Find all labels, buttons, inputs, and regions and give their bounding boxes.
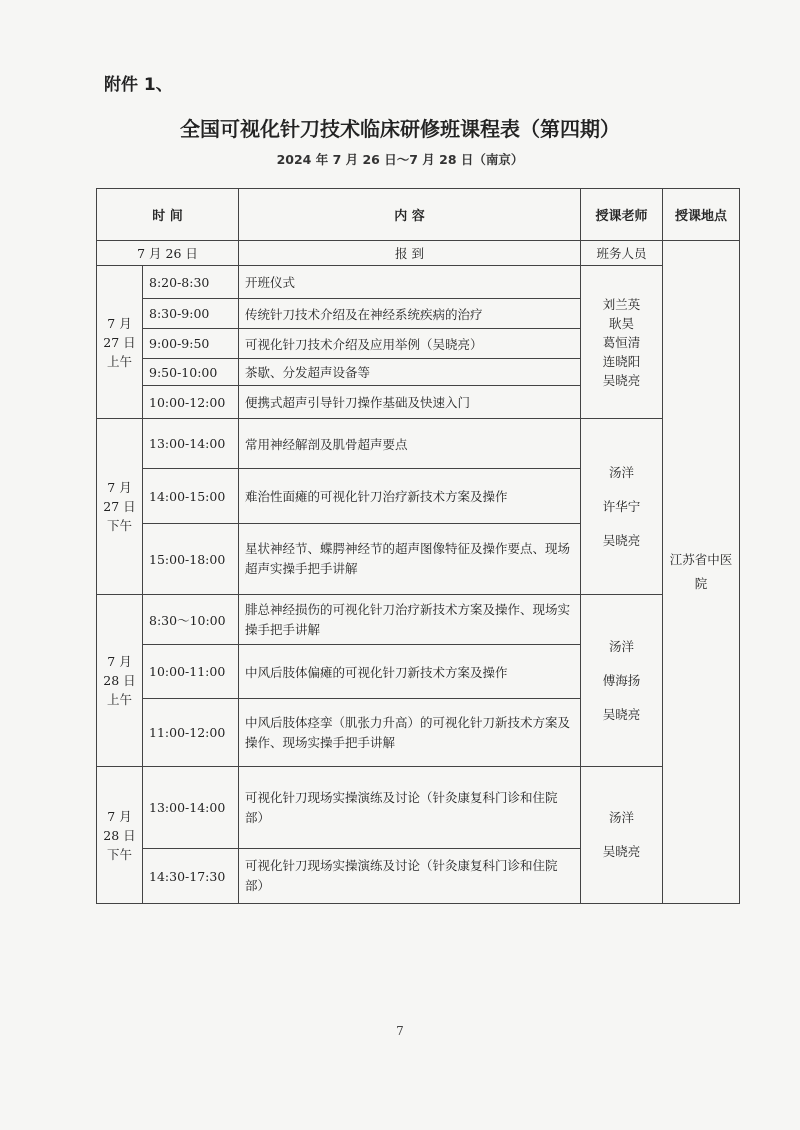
teachers-cell xyxy=(581,595,663,767)
header-time: 时 间 xyxy=(97,189,239,241)
teachers-cell xyxy=(581,419,663,595)
teacher-name: 刘兰英 xyxy=(602,296,641,312)
teacher-name: 吴晓亮 xyxy=(602,844,641,859)
period-line: 7 月 xyxy=(107,315,132,331)
session-time: 8:30-9:00 xyxy=(143,299,239,329)
session-time: 14:30-17:30 xyxy=(143,849,239,904)
teacher-name: 许华宁 xyxy=(602,498,641,514)
document-title: 全国可视化针刀技术临床研修班课程表（第四期） xyxy=(180,117,620,141)
period-cell xyxy=(97,595,143,767)
period-line: 下午 xyxy=(106,518,132,533)
period-line: 28 日 xyxy=(103,673,136,688)
session-time: 8:20-8:30 xyxy=(143,266,239,299)
session-content: 常用神经解剖及肌骨超声要点 xyxy=(239,419,581,469)
session-time: 15:00-18:00 xyxy=(143,524,239,595)
teacher-name: 连晓阳 xyxy=(602,353,641,369)
period-line: 7 月 xyxy=(107,808,132,824)
period-line: 上午 xyxy=(106,692,132,707)
page-number: 7 xyxy=(396,1024,404,1038)
period-cell xyxy=(97,266,143,419)
registration-content: 报 到 xyxy=(239,241,581,266)
period-line: 28 日 xyxy=(103,827,136,843)
session-time: 11:00-12:00 xyxy=(143,699,239,767)
session-time: 9:50-10:00 xyxy=(143,359,239,386)
teacher-name: 汤洋 xyxy=(608,464,634,480)
session-time: 8:30～10:00 xyxy=(143,595,239,645)
teacher-name: 汤洋 xyxy=(608,638,634,654)
session-content: 可视化针刀现场实操演练及讨论（针灸康复科门诊和住院部） xyxy=(239,767,581,849)
table-row xyxy=(97,767,740,849)
session-content: 中风后肢体痉挛（肌张力升高）的可视化针刀新技术方案及操作、现场实操手把手讲解 xyxy=(239,699,581,767)
period-cell xyxy=(97,419,143,595)
header-location: 授课地点 xyxy=(663,189,740,241)
session-content: 传统针刀技术介绍及在神经系统疾病的治疗 xyxy=(239,299,581,329)
teacher-name: 葛恒清 xyxy=(602,334,641,350)
session-content: 可视化针刀技术介绍及应用举例（吴晓亮） xyxy=(239,329,581,359)
document-subtitle: 2024 年 7 月 26 日～7 月 28 日（南京） xyxy=(276,152,524,167)
teachers-cell xyxy=(581,767,663,904)
table-header-row xyxy=(97,189,740,241)
session-content: 可视化针刀现场实操演练及讨论（针灸康复科门诊和住院部） xyxy=(239,849,581,904)
teacher-name: 汤洋 xyxy=(608,810,634,825)
schedule-table xyxy=(96,188,740,904)
teacher-name: 吴晓亮 xyxy=(602,372,641,388)
period-line: 7 月 xyxy=(107,480,132,495)
period-cell xyxy=(97,767,143,904)
session-time: 10:00-11:00 xyxy=(143,645,239,699)
session-content: 便携式超声引导针刀操作基础及快速入门 xyxy=(239,386,581,419)
teacher-name: 吴晓亮 xyxy=(602,532,641,548)
session-time: 9:00-9:50 xyxy=(143,329,239,359)
period-line: 上午 xyxy=(106,353,132,369)
period-line: 7 月 xyxy=(107,654,132,669)
table-row xyxy=(97,595,740,645)
period-line: 27 日 xyxy=(103,334,136,350)
header-content: 内 容 xyxy=(239,189,581,241)
session-time: 13:00-14:00 xyxy=(143,419,239,469)
table-row xyxy=(97,419,740,469)
period-line: 下午 xyxy=(106,846,132,862)
session-content: 难治性面瘫的可视化针刀治疗新技术方案及操作 xyxy=(239,469,581,524)
teachers-cell xyxy=(581,266,663,419)
location-cell xyxy=(663,241,740,904)
teacher-name: 耿昊 xyxy=(608,315,634,331)
header-teacher: 授课老师 xyxy=(581,189,663,241)
location-text: 江苏省中医院 xyxy=(669,552,733,591)
registration-date: 7 月 26 日 xyxy=(97,241,239,266)
session-time: 14:00-15:00 xyxy=(143,469,239,524)
session-time: 10:00-12:00 xyxy=(143,386,239,419)
session-content: 腓总神经损伤的可视化针刀治疗新技术方案及操作、现场实操手把手讲解 xyxy=(239,595,581,645)
period-line: 27 日 xyxy=(103,499,136,514)
registration-row xyxy=(97,241,740,266)
teacher-name: 傅海扬 xyxy=(602,672,641,688)
session-content: 中风后肢体偏瘫的可视化针刀新技术方案及操作 xyxy=(239,645,581,699)
table-row xyxy=(97,266,740,299)
session-content: 星状神经节、蝶腭神经节的超声图像特征及操作要点、现场超声实操手把手讲解 xyxy=(239,524,581,595)
registration-teacher: 班务人员 xyxy=(581,241,663,266)
session-content: 开班仪式 xyxy=(239,266,581,299)
session-time: 13:00-14:00 xyxy=(143,767,239,849)
teacher-name: 吴晓亮 xyxy=(602,706,641,722)
session-content: 茶歇、分发超声设备等 xyxy=(239,359,581,386)
attachment-label: 附件 1、 xyxy=(104,75,173,95)
